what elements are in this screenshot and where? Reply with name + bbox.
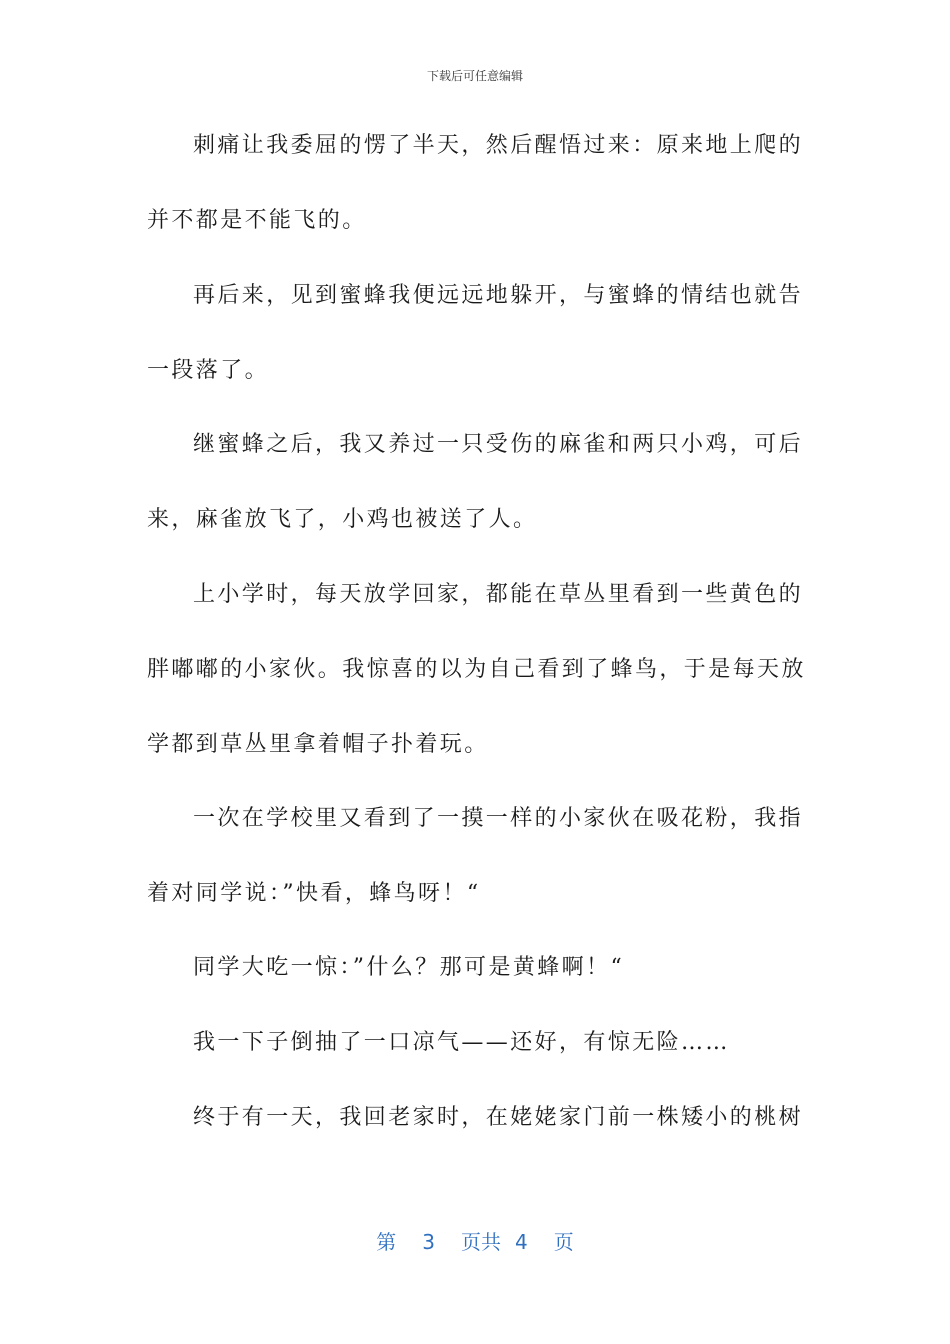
current-page-number: 3 — [422, 1230, 435, 1254]
text-line: 着对同学说：”快看，蜂鸟呀！“ — [147, 881, 481, 906]
text-line: 再后来，见到蜜蜂我便远远地躲开，与蜜蜂的情结也就告 — [193, 283, 804, 308]
total-pages-number: 4 — [515, 1230, 528, 1254]
text-line: 终于有一天，我回老家时，在姥姥家门前一株矮小的桃树 — [193, 1105, 804, 1130]
header-note: 下载后可任意编辑 — [426, 69, 523, 83]
text-line: 上小学时，每天放学回家，都能在草丛里看到一些黄色的 — [193, 582, 804, 607]
text-line: 继蜜蜂之后，我又养过一只受伤的麻雀和两只小鸡，可后 — [193, 432, 804, 457]
text-line: 来，麻雀放飞了，小鸡也被送了人。 — [147, 507, 538, 532]
text-line: 一次在学校里又看到了一摸一样的小家伙在吸花粉，我指 — [193, 806, 804, 831]
text-line: 并不都是不能飞的。 — [147, 208, 367, 233]
page-label-middle: 页共 — [461, 1230, 501, 1254]
text-line: 学都到草丛里拿着帽子扑着玩。 — [147, 732, 489, 757]
text-line: 一段落了。 — [147, 358, 270, 383]
page-label-prefix: 第 — [376, 1230, 397, 1254]
text-line: 同学大吃一惊：”什么？那可是黄蜂啊！“ — [193, 955, 625, 980]
page-footer — [0, 1226, 950, 1255]
page-label-suffix: 页 — [553, 1230, 574, 1254]
text-line: 我一下子倒抽了一口凉气——还好，有惊无险…… — [193, 1030, 730, 1055]
text-line: 刺痛让我委屈的愣了半天，然后醒悟过来：原来地上爬的 — [193, 133, 804, 158]
text-line: 胖嘟嘟的小家伙。我惊喜的以为自己看到了蜂鸟，于是每天放 — [147, 657, 806, 682]
